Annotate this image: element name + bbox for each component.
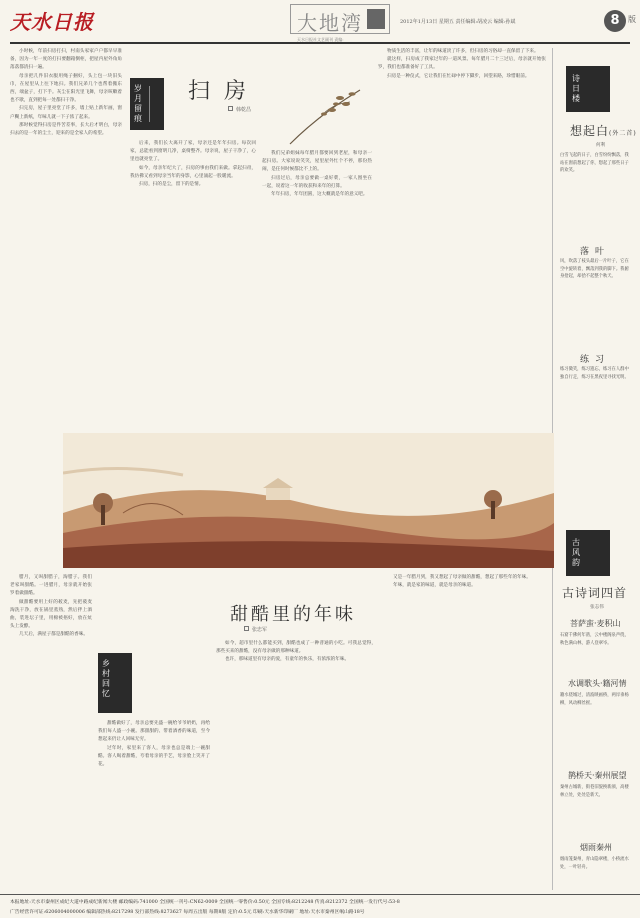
poem-subtitle-falling-leaves: 落叶 (580, 247, 611, 257)
article-2-column-2 (98, 720, 210, 890)
poem-2-title: 古诗词四首 (562, 586, 628, 600)
section-emblem-icon (367, 9, 385, 29)
classical-poem-1-title: 菩萨蛮·麦积山 (570, 619, 621, 628)
column-plate-1 (130, 78, 164, 130)
paragraph: 后来，我们长大离开了家，母亲还是年年扫房。每次回家，总能看到窗明几净，桌椅整齐。母亲说，屋子干净了，心里也就亮堂了。 (130, 141, 256, 163)
poem-1-text: 白雪飞起的日子，白雪纷纷飘落，我站在窗前想起了你，想起了那些日子的欢笑。 (560, 153, 629, 174)
section-subtitle: 天水日报社文艺副刊 责编: (297, 37, 344, 42)
classical-poem-3-text: 秦州古城新，街巷旧貌换新颜，高楼林立处，处处是新天。 (560, 785, 629, 798)
article-1-author: 韩乾昌 (236, 107, 252, 113)
newspaper-logo: 天水日报 (10, 10, 94, 34)
column-plate-2 (98, 653, 132, 713)
poem-practice-text: 练习微笑，练习遗忘，练习在人群中独自行走，练习在黑夜里寻找光明。 (560, 367, 629, 380)
twig-illustration (280, 84, 370, 150)
paragraph: 小时候，年前扫房打扫，村南头家家户户都早早准备，因为一年一度的打扫要翻箱倒柜，把屋内屋外角角落落都清扫一遍。 (10, 49, 122, 71)
author-marker-icon (244, 626, 249, 631)
paragraph: 年味，就是家的味道，就是母亲的味道。 (393, 583, 476, 589)
poetry-plate-2 (566, 530, 610, 576)
classical-poem-3-title: 鹊桥天·秦州展望 (568, 771, 627, 780)
paragraph: 我们兄弟姐妹每年腊月都要回到老屋，和母亲一起扫房。大家说说笑笑，屋里屋外忙个不停，那份热闹，是任何时候都比不上的。 (262, 151, 372, 173)
page-number-suffix: 版 (628, 15, 636, 24)
classical-poem-1-text: 石窟千佛何年凿，云中楼阁泉声绕，秋色满山林，游人登翠岑。 (560, 633, 629, 646)
article-1-column-2 (130, 140, 256, 426)
poetry-plate-2-label: 古风韵 (572, 538, 580, 567)
section-title: 大地湾 (297, 11, 363, 35)
landscape-illustration (63, 433, 554, 568)
article-2-author: 张忠军 (252, 627, 268, 633)
article-1-column-3 (262, 150, 372, 426)
poem-subtitle-practice: 练习 (580, 355, 611, 365)
paragraph: 腊月，又叫甜腊子，淘腊子。我们老家叫甜酷。一进腊月，母亲就开始张罗着做甜酷。 (10, 575, 92, 597)
footer-line-1: 本报地址:天水市秦州区成纪大道中路成纪新闻大楼 邮政编码:741000 全国统一刊号:CN62-0009 全国统一零售价:0.50元 全国专线:8212248 传真:8212372 全国统一发行代号:53-8 (10, 900, 400, 905)
section-header (290, 4, 390, 42)
paragraph: 扫房，扫的是尘，留下的是情。 (139, 182, 204, 188)
paragraph: 过年时，家里来了客人，母亲也总是端上一碗甜酷。客人喝着甜酷，夸着母亲的手艺，母亲脸上笑开了花。 (98, 745, 210, 768)
article-2-column-4 (384, 574, 546, 890)
footer-line-2: 广告经营许可证:6206004000006 编辑部热线:8217298 发行部热线:8273627 每周五出版 每期8版 定价:0.5元 印刷:天水新华印刷厂 地址:天水市秦州区岷山路18号 (10, 910, 365, 915)
article-2-column-3 (216, 640, 376, 890)
paragraph: 就这样，扫房成了我家过年的一道风景。每年腊月二十三过后，母亲就开始张罗，我们也都准备好了工具。 (378, 57, 546, 71)
paragraph: 扫房过后，母亲总要做一桌好菜，一家人围坐在一起，说着这一年的收获和来年的打算。 (262, 175, 372, 189)
poem-falling-leaves-text: 风，吹落了枝头最后一片叶子，它在空中旋转着，飘落到我的脚下。我俯身拾起，却拾不起整个秋天。 (560, 259, 629, 280)
column-plate-1-label: 岁月留痕 (134, 84, 142, 123)
classical-poem-4-title: 烟雨秦州 (580, 843, 612, 852)
column-plate-2-label: 乡村回忆 (102, 659, 110, 698)
date-line: 2012年1月13日 星期五 责任编辑:胡凌云 编辑:孙斌 (400, 19, 516, 25)
author-marker-icon (228, 106, 233, 111)
masthead (0, 0, 640, 42)
page-number: 8 (604, 10, 626, 32)
paragraph: 扫完房，屋子里亮堂了许多，墙上贴上新年画，窗户糊上新纸，年味儿就一下子浓了起来。 (10, 106, 122, 120)
paragraph: 如今，超市里什么都能买到，甜酷也成了一种普通的小吃。可我总觉得，那些买来的甜酷，没有母亲做的那种味道。 (216, 641, 376, 655)
footer (0, 894, 640, 918)
poem-1-author: 何利 (596, 143, 606, 148)
poem-2-author: 张志伟 (590, 605, 604, 610)
paragraph: 又是一年腊月到，我又想起了母亲做的甜酷，想起了那些年的年味。 (393, 575, 531, 580)
article-1-title: 扫房 (188, 79, 261, 104)
article-2-title: 甜酷里的年味 (230, 604, 356, 625)
poetry-plate-1-label: 诗日楼 (572, 74, 580, 103)
paragraph: 做甜酷要用上好的莜麦，先把莜麦淘洗干净，放在锅里蒸熟，然后拌上酒曲，装进坛子里，用棉被捂好，放在炕头上发酵。 (10, 599, 92, 630)
paragraph: 年年扫房，年年团圆，这大概就是年的意义吧。 (271, 192, 368, 198)
article-1-column-1 (10, 48, 122, 426)
article-2-column-1 (10, 574, 92, 890)
poetry-plate-1 (566, 66, 610, 112)
masthead-rule (10, 42, 630, 44)
article-1-column-4 (378, 48, 546, 426)
paragraph: 甜酷做好了，母亲总要先盛一碗给爷爷奶奶，再给我们每人盛一小碗。那甜甜的、带着酒香的味道，至今想起来仍让人回味无穷。 (98, 721, 210, 743)
paragraph: 扫房是一种仪式，它让我们在忙碌中停下脚步，回望来路，珍惜眼前。 (387, 73, 530, 79)
classical-poem-2-title: 水调歌头·籍河情 (568, 679, 627, 688)
paragraph: 那时候觉得扫房是件苦差事，长大后才明白，母亲扫去的是一年的尘土，迎来的是全家人的希望。 (10, 122, 122, 137)
classical-poem-2-text: 籍水绕城过，清波映画桥，两岸垂杨柳，风动柳丝摇。 (560, 693, 629, 706)
paragraph: 母亲把几件旧衣服用绳子捆好，头上包一块旧头巾，在屋里从上往下地扫。我们兄弟几个也帮着搬东西，端盆子，打下手。灰尘在阳光里飞舞，母亲咳嗽着也不歇，直到把每一处都扫干净。 (10, 73, 122, 104)
poem-1-title: 想起白(外二首) (570, 124, 637, 138)
paragraph: 物质生活的丰富，让年的味道淡了许多，但扫房的习俗却一直保留了下来。 (387, 49, 539, 54)
paragraph: 如今，母亲年纪大了，扫房的事由我们来做。拿起扫帚，我仿佛又看到母亲当年的身影，心里涌起一股暖流。 (130, 165, 256, 179)
paragraph: 几天后，满屋子都是甜酷的香味。 (19, 632, 88, 638)
paragraph: 也许，那味道里有母亲的爱，有童年的快乐，有浓浓的年味。 (225, 657, 350, 663)
classical-poem-4-text: 烟雨笼秦州，青山隐翠楼，小桥流水处，一叶轻舟。 (560, 857, 629, 870)
